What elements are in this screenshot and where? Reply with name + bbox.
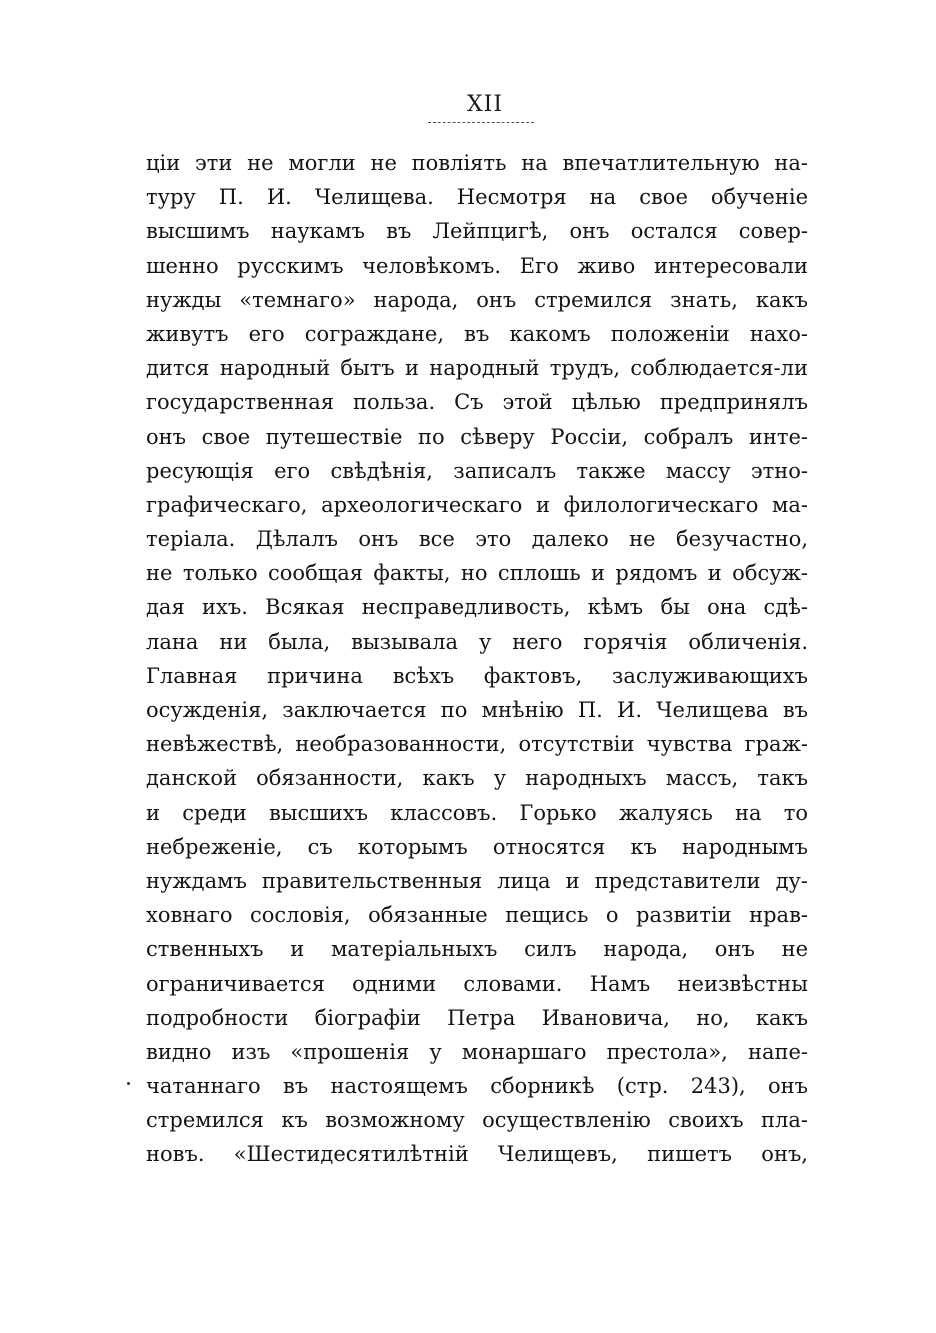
text-line: не только сообщая факты, но сплошь и рядомъ и обсуж- [146,561,808,586]
text-line: ресующія его свѣдѣнія, записалъ также массу этно- [146,458,808,483]
text-line: туру П. И. Челищева. Несмотря на свое обученіе [146,185,808,210]
text-line: ціи эти не могли не повліять на впечатлительную на- [146,151,808,175]
text-line: лана ни была, вызывала у него горячія обличенія. [146,629,808,654]
page-number: XII [466,92,504,117]
text-line: живутъ его сограждане, въ какомъ положеніи нахо- [146,321,808,346]
text-line: осужденія, заключается по мнѣнію П. И. Челищева въ [146,698,808,722]
text-line: нужды «темнаго» народа, онъ стремился знать, какъ [146,287,808,312]
text-line: данской обязанности, какъ у народныхъ массъ, такъ [146,766,808,791]
text-line: онъ свое путешествіе по сѣверу Россіи, собралъ инте- [146,424,808,449]
header-rule [428,122,534,123]
text-line: и среди высшихъ классовъ. Горько жалуясь на то [146,800,808,825]
text-line: теріала. Дѣлалъ онъ все это далеко не безучастно, [146,527,808,552]
text-line: невѣжествѣ, необразованности, отсутствіи чувства граж- [146,732,808,757]
text-line: небреженіе, съ которымъ относятся къ народнымъ [146,834,808,859]
text-line: ограничивается одними словами. Намъ неизвѣстны [146,971,808,996]
text-line: дится народный бытъ и народный трудъ, соблюдается-ли [146,356,808,381]
text-line: ховнаго сословія, обязанные пещись о развитіи нрав- [146,903,808,928]
text-line: высшимъ наукамъ въ Лейпцигѣ, онъ остался совер- [146,219,808,244]
body-text [146,146,808,1172]
text-line: стремился къ возможному осуществленію своихъ пла- [146,1108,808,1133]
text-line: чатаннаго въ настоящемъ сборникѣ (стр. 243), онъ [146,1074,808,1099]
ink-speck [127,1082,130,1085]
text-line: шенно русскимъ человѣкомъ. Его живо интересовали [146,253,808,278]
text-line: нуждамъ правительственныя лица и представители ду- [146,868,808,893]
text-line: подробности біографіи Петра Ивановича, но, какъ [146,1005,808,1030]
text-line: дая ихъ. Всякая несправедливость, кѣмъ бы она сдѣ- [146,595,808,620]
text-line: новъ. «Шестидесятилѣтній Челищевъ, пишетъ онъ, [146,1142,808,1167]
text-line: графическаго, археологическаго и филологическаго ма- [146,492,808,517]
text-line: государственная польза. Съ этой цѣлью предпринялъ [146,390,808,415]
text-line: ственныхъ и матеріальныхъ силъ народа, онъ не [146,937,808,962]
text-line: Главная причина всѣхъ фактовъ, заслуживающихъ [146,663,808,688]
text-line: видно изъ «прошенія у монаршаго престола», напе- [146,1039,808,1064]
